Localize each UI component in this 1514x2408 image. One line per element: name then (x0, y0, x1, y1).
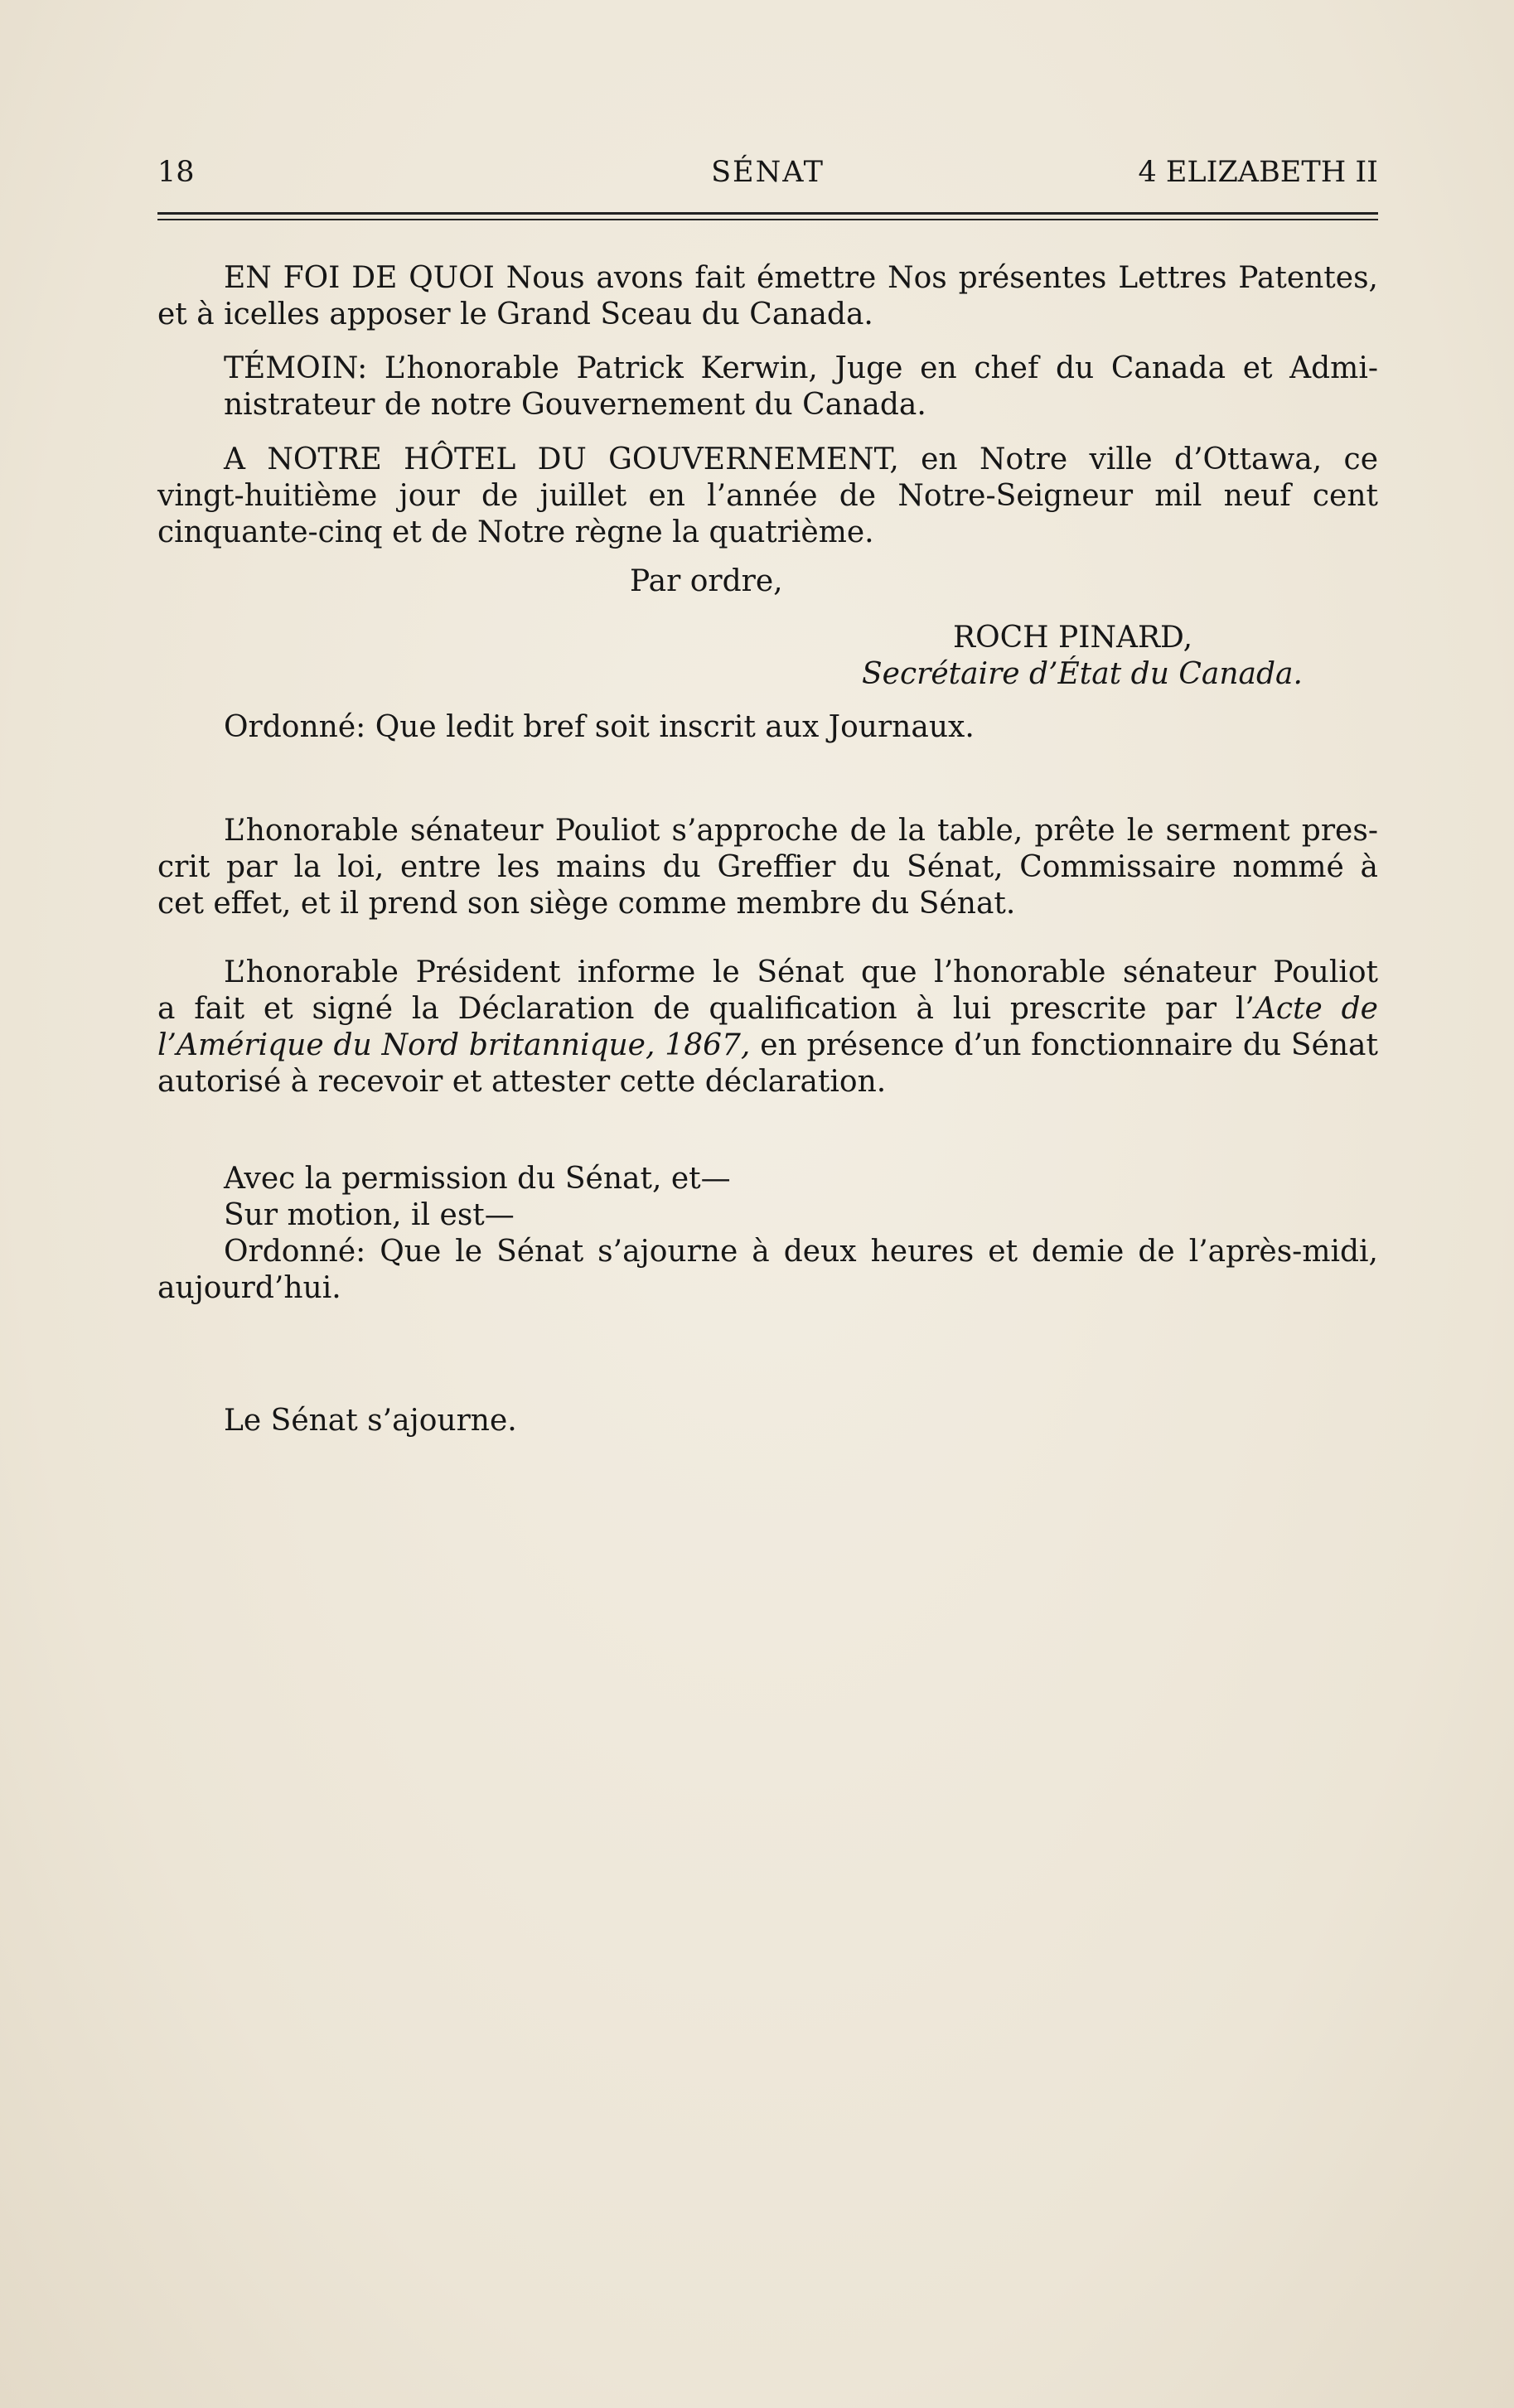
par-ordre: Par ordre, (630, 564, 783, 598)
line: crit par la loi, entre les mains du Greffier du Sénat, Commissaire nommé à (157, 850, 1378, 884)
header-rule-bottom (157, 219, 1378, 220)
line: nistrateur de notre Gouvernement du Canada. (224, 388, 926, 422)
line: Le Sénat s’ajourne. (224, 1404, 517, 1438)
line (157, 1029, 1378, 1062)
act-title: Acte de (1254, 992, 1378, 1026)
line: autorisé à recevoir et attester cette déclaration. (157, 1065, 887, 1099)
line: cinquante-cinq et de Notre règne la quatrième. (157, 515, 874, 549)
text-run: en présence d’un fonctionnaire du Sénat (750, 1028, 1378, 1062)
line: Ordonné: Que le Sénat s’ajourne à deux heures et demie de l’après-midi, (224, 1235, 1378, 1269)
line: TÉMOIN: L’honorable Patrick Kerwin, Juge en chef du Canada et Admi- (224, 351, 1378, 385)
line: vingt-huitième jour de juillet en l’année de Notre-Seigneur mil neuf cent (157, 479, 1378, 513)
line: Sur motion, il est— (224, 1198, 515, 1232)
header-rule-top (157, 212, 1378, 215)
running-title: SÉNAT (711, 156, 825, 189)
paragraph-temoin (157, 352, 1378, 422)
paragraph-serment (157, 815, 1378, 921)
line: cet effet, et il prend son siège comme membre du Sénat. (157, 887, 1016, 921)
regnal-year: 4 ELIZABETH II (1138, 156, 1378, 189)
signatory-name: ROCH PINARD, (953, 621, 1193, 655)
line: aujourd’hui. (157, 1271, 341, 1305)
line: et à icelles apposer le Grand Sceau du Canada. (157, 297, 873, 331)
line: Ordonné: Que ledit bref soit inscrit aux Journaux. (224, 710, 975, 744)
adjournment (157, 1405, 1378, 1438)
line: EN FOI DE QUOI Nous avons fait émettre Nos présentes Lettres Patentes, (224, 261, 1378, 295)
line: Avec la permission du Sénat, et— (224, 1162, 731, 1196)
line: L’honorable Président informe le Sénat que l’honorable sénateur Pouliot (224, 955, 1378, 989)
ordonne-journaux (157, 711, 1378, 744)
paragraph-declaration (157, 956, 1378, 1099)
signatory-title: Secrétaire d’État du Canada. (862, 657, 1303, 691)
page-number: 18 (157, 156, 195, 189)
paragraph-hotel (157, 443, 1378, 549)
line: A NOTRE HÔTEL DU GOUVERNEMENT, en Notre ville d’Ottawa, ce (224, 442, 1378, 476)
paragraph-motion (157, 1163, 1378, 1305)
act-title: l’Amérique du Nord britannique, 1867, (157, 1028, 751, 1062)
line: L’honorable sénateur Pouliot s’approche de la table, prête le serment pres- (224, 814, 1378, 848)
paragraph-en-foi (157, 262, 1378, 331)
line (157, 993, 1378, 1026)
text-run: a fait et signé la Déclaration de qualification à lui prescrite par l’ (157, 992, 1255, 1026)
page-header (157, 156, 1378, 192)
